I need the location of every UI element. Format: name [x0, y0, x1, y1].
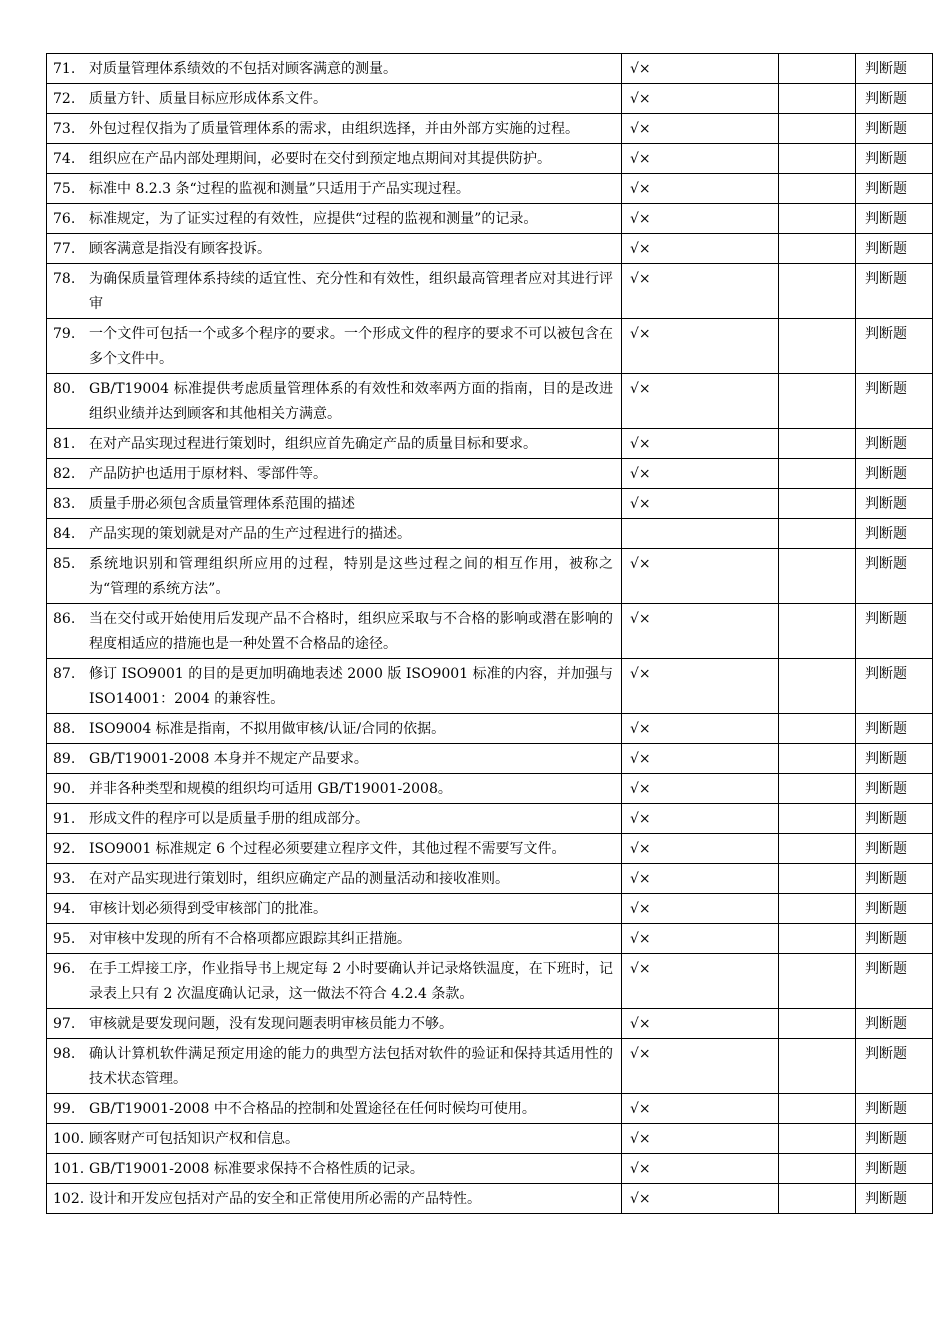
answer-options-cell: √× — [622, 714, 779, 744]
question-cell — [47, 429, 622, 459]
question-type-cell: 判断题 — [856, 894, 933, 924]
table-row — [47, 489, 933, 519]
blank-cell — [779, 834, 856, 864]
blank-cell — [779, 234, 856, 264]
table-row — [47, 144, 933, 174]
table-row — [47, 114, 933, 144]
question-text: 审核就是要发现问题，没有发现问题表明审核员能力不够。 — [89, 1016, 453, 1032]
question-cell — [47, 144, 622, 174]
question-text: 一个文件可包括一个或多个程序的要求。一个形成文件的程序的要求不可以被包含在多个文件中。 — [89, 326, 613, 367]
blank-cell — [779, 114, 856, 144]
table-row — [47, 894, 933, 924]
answer-options-cell: √× — [622, 604, 779, 659]
question-text: 在对产品实现进行策划时，组织应确定产品的测量活动和接收准则。 — [89, 871, 509, 887]
question-text: 修订 ISO9001 的目的是更加明确地表述 2000 版 ISO9001 标准的内容，并加强与 ISO14001：2004 的兼容性。 — [89, 666, 613, 707]
question-cell — [47, 319, 622, 374]
question-cell — [47, 374, 622, 429]
answer-options-cell: √× — [622, 174, 779, 204]
question-text: 标准中 8.2.3 条“过程的监视和测量”只适用于产品实现过程。 — [89, 181, 470, 197]
table-row — [47, 429, 933, 459]
answer-options-cell: √× — [622, 1009, 779, 1039]
table-row — [47, 804, 933, 834]
blank-cell — [779, 744, 856, 774]
blank-cell — [779, 659, 856, 714]
answer-options-cell: √× — [622, 1094, 779, 1124]
question-text: 系统地识别和管理组织所应用的过程，特别是这些过程之间的相互作用，被称之为“管理的系统方法”。 — [89, 556, 613, 597]
question-number: 96. — [53, 961, 76, 977]
table-row — [47, 744, 933, 774]
question-cell — [47, 714, 622, 744]
blank-cell — [779, 1094, 856, 1124]
table-row — [47, 174, 933, 204]
question-type-cell: 判断题 — [856, 1094, 933, 1124]
question-number: 80. — [53, 381, 76, 397]
question-type-cell: 判断题 — [856, 659, 933, 714]
answer-options-cell: √× — [622, 924, 779, 954]
blank-cell — [779, 1124, 856, 1154]
question-type-cell: 判断题 — [856, 264, 933, 319]
question-type-cell: 判断题 — [856, 84, 933, 114]
table-row — [47, 1039, 933, 1094]
question-type-cell: 判断题 — [856, 519, 933, 549]
question-cell — [47, 1009, 622, 1039]
answer-options-cell: √× — [622, 659, 779, 714]
blank-cell — [779, 549, 856, 604]
answer-options-cell: √× — [622, 1154, 779, 1184]
question-type-cell: 判断题 — [856, 714, 933, 744]
question-text: 在对产品实现过程进行策划时，组织应首先确定产品的质量目标和要求。 — [89, 436, 537, 452]
question-text: GB/T19001-2008 中不合格品的控制和处置途径在任何时候均可使用。 — [89, 1101, 536, 1117]
answer-options-cell: √× — [622, 319, 779, 374]
question-cell — [47, 459, 622, 489]
answer-options-cell: √× — [622, 549, 779, 604]
question-type-cell: 判断题 — [856, 374, 933, 429]
question-text: ISO9001 标准规定 6 个过程必须要建立程序文件，其他过程不需要写文件。 — [89, 841, 566, 857]
question-text: 组织应在产品内部处理期间，必要时在交付到预定地点期间对其提供防护。 — [89, 151, 551, 167]
table-row — [47, 1154, 933, 1184]
question-cell — [47, 1154, 622, 1184]
answer-options-cell: √× — [622, 144, 779, 174]
question-type-cell: 判断题 — [856, 1039, 933, 1094]
table-row — [47, 54, 933, 84]
table-row — [47, 1124, 933, 1154]
question-text: 产品实现的策划就是对产品的生产过程进行的描述。 — [89, 526, 411, 542]
question-number: 76. — [53, 211, 76, 227]
blank-cell — [779, 924, 856, 954]
answer-options-cell: √× — [622, 1184, 779, 1214]
answer-options-cell: √× — [622, 114, 779, 144]
blank-cell — [779, 714, 856, 744]
question-cell — [47, 114, 622, 144]
question-cell — [47, 84, 622, 114]
blank-cell — [779, 1009, 856, 1039]
question-cell — [47, 894, 622, 924]
question-cell — [47, 489, 622, 519]
question-text: 审核计划必须得到受审核部门的批准。 — [89, 901, 327, 917]
question-number: 77. — [53, 241, 76, 257]
question-cell — [47, 954, 622, 1009]
question-text: 标准规定，为了证实过程的有效性，应提供“过程的监视和测量”的记录。 — [89, 211, 538, 227]
question-type-cell: 判断题 — [856, 549, 933, 604]
question-number: 81. — [53, 436, 76, 452]
question-number: 94. — [53, 901, 76, 917]
question-number: 92. — [53, 841, 76, 857]
blank-cell — [779, 1184, 856, 1214]
blank-cell — [779, 54, 856, 84]
blank-cell — [779, 319, 856, 374]
table-row — [47, 204, 933, 234]
question-number: 102. — [53, 1191, 85, 1207]
answer-options-cell: √× — [622, 459, 779, 489]
question-number: 82. — [53, 466, 76, 482]
question-text: 设计和开发应包括对产品的安全和正常使用所必需的产品特性。 — [89, 1191, 481, 1207]
question-number: 93. — [53, 871, 76, 887]
table-row — [47, 459, 933, 489]
table-row — [47, 264, 933, 319]
answer-options-cell: √× — [622, 744, 779, 774]
answer-options-cell: √× — [622, 489, 779, 519]
question-number: 95. — [53, 931, 76, 947]
question-text: 顾客财产可包括知识产权和信息。 — [89, 1131, 299, 1147]
question-cell — [47, 1184, 622, 1214]
question-cell — [47, 264, 622, 319]
question-cell — [47, 234, 622, 264]
blank-cell — [779, 954, 856, 1009]
question-number: 74. — [53, 151, 76, 167]
question-number: 87. — [53, 666, 76, 682]
question-text: GB/T19004 标准提供考虑质量管理体系的有效性和效率两方面的指南，目的是改进组织业绩并达到顾客和其他相关方满意。 — [89, 381, 613, 422]
question-cell — [47, 804, 622, 834]
blank-cell — [779, 204, 856, 234]
table-row — [47, 374, 933, 429]
question-cell — [47, 1124, 622, 1154]
blank-cell — [779, 84, 856, 114]
table-row — [47, 1094, 933, 1124]
table-row — [47, 519, 933, 549]
question-number: 79. — [53, 326, 76, 342]
answer-options-cell: √× — [622, 864, 779, 894]
question-number: 83. — [53, 496, 76, 512]
question-text: 顾客满意是指没有顾客投诉。 — [89, 241, 271, 257]
question-number: 97. — [53, 1016, 76, 1032]
question-number: 86. — [53, 611, 76, 627]
question-type-cell: 判断题 — [856, 774, 933, 804]
question-cell — [47, 744, 622, 774]
answer-options-cell: √× — [622, 954, 779, 1009]
blank-cell — [779, 864, 856, 894]
table-row — [47, 659, 933, 714]
question-cell — [47, 174, 622, 204]
question-text: 确认计算机软件满足预定用途的能力的典型方法包括对软件的验证和保持其适用性的技术状态管理。 — [89, 1046, 613, 1087]
question-type-cell: 判断题 — [856, 1184, 933, 1214]
table-row — [47, 319, 933, 374]
answer-options-cell: √× — [622, 204, 779, 234]
question-type-cell: 判断题 — [856, 924, 933, 954]
question-type-cell: 判断题 — [856, 489, 933, 519]
table-row — [47, 864, 933, 894]
question-text: 形成文件的程序可以是质量手册的组成部分。 — [89, 811, 369, 827]
question-type-cell: 判断题 — [856, 204, 933, 234]
answer-options-cell: √× — [622, 834, 779, 864]
question-type-cell: 判断题 — [856, 954, 933, 1009]
table-row — [47, 1009, 933, 1039]
blank-cell — [779, 374, 856, 429]
question-type-cell: 判断题 — [856, 144, 933, 174]
answer-options-cell — [622, 519, 779, 549]
question-type-cell: 判断题 — [856, 864, 933, 894]
question-text: 外包过程仅指为了质量管理体系的需求，由组织选择，并由外部方实施的过程。 — [89, 121, 579, 137]
question-cell — [47, 549, 622, 604]
question-number: 73. — [53, 121, 76, 137]
question-number: 100. — [53, 1131, 85, 1147]
question-cell — [47, 204, 622, 234]
question-number: 72. — [53, 91, 76, 107]
answer-options-cell: √× — [622, 894, 779, 924]
answer-options-cell: √× — [622, 264, 779, 319]
question-type-cell: 判断题 — [856, 174, 933, 204]
question-text: 质量方针、质量目标应形成体系文件。 — [89, 91, 327, 107]
question-cell — [47, 924, 622, 954]
question-text: ISO9004 标准是指南，不拟用做审核/认证/合同的依据。 — [89, 721, 446, 737]
question-cell — [47, 864, 622, 894]
question-text: GB/T19001-2008 标准要求保持不合格性质的记录。 — [89, 1161, 424, 1177]
answer-options-cell: √× — [622, 429, 779, 459]
table-row — [47, 234, 933, 264]
question-number: 89. — [53, 751, 76, 767]
blank-cell — [779, 804, 856, 834]
question-type-cell: 判断题 — [856, 1124, 933, 1154]
question-text: 当在交付或开始使用后发现产品不合格时，组织应采取与不合格的影响或潜在影响的程度相适应的措施也是一种处置不合格品的途径。 — [89, 611, 613, 652]
answer-options-cell: √× — [622, 1039, 779, 1094]
table-row — [47, 834, 933, 864]
question-text: 产品防护也适用于原材料、零部件等。 — [89, 466, 327, 482]
table-row — [47, 954, 933, 1009]
blank-cell — [779, 519, 856, 549]
question-cell — [47, 774, 622, 804]
question-type-cell: 判断题 — [856, 744, 933, 774]
question-text: 为确保质量管理体系持续的适宜性、充分性和有效性，组织最高管理者应对其进行评审 — [89, 271, 613, 312]
question-text: 对审核中发现的所有不合格项都应跟踪其纠正措施。 — [89, 931, 411, 947]
blank-cell — [779, 429, 856, 459]
question-text: GB/T19001-2008 本身并不规定产品要求。 — [89, 751, 368, 767]
question-type-cell: 判断题 — [856, 459, 933, 489]
table-row — [47, 714, 933, 744]
question-number: 88. — [53, 721, 76, 737]
blank-cell — [779, 894, 856, 924]
question-number: 84. — [53, 526, 76, 542]
question-number: 90. — [53, 781, 76, 797]
answer-options-cell: √× — [622, 374, 779, 429]
question-number: 75. — [53, 181, 76, 197]
question-text: 在手工焊接工序，作业指导书上规定每 2 小时要确认并记录烙铁温度，在下班时，记录表上只有 2 次温度确认记录，这一做法不符合 4.2.4 条款。 — [89, 961, 613, 1002]
question-text: 质量手册必须包含质量管理体系范围的描述 — [89, 496, 355, 512]
question-number: 91. — [53, 811, 76, 827]
question-type-cell: 判断题 — [856, 804, 933, 834]
blank-cell — [779, 489, 856, 519]
question-text: 对质量管理体系绩效的不包括对顾客满意的测量。 — [89, 61, 397, 77]
question-cell — [47, 604, 622, 659]
question-text: 并非各种类型和规模的组织均可适用 GB/T19001-2008。 — [89, 781, 452, 797]
table-row — [47, 1184, 933, 1214]
question-cell — [47, 659, 622, 714]
blank-cell — [779, 459, 856, 489]
blank-cell — [779, 1039, 856, 1094]
table-row — [47, 924, 933, 954]
question-number: 71. — [53, 61, 76, 77]
question-cell — [47, 519, 622, 549]
question-type-cell: 判断题 — [856, 604, 933, 659]
question-cell — [47, 1094, 622, 1124]
question-number: 98. — [53, 1046, 76, 1062]
question-cell — [47, 834, 622, 864]
question-type-cell: 判断题 — [856, 319, 933, 374]
question-type-cell: 判断题 — [856, 234, 933, 264]
answer-options-cell: √× — [622, 54, 779, 84]
question-type-cell: 判断题 — [856, 114, 933, 144]
blank-cell — [779, 774, 856, 804]
answer-options-cell: √× — [622, 774, 779, 804]
question-type-cell: 判断题 — [856, 429, 933, 459]
question-number: 78. — [53, 271, 76, 287]
answer-options-cell: √× — [622, 1124, 779, 1154]
question-type-cell: 判断题 — [856, 1009, 933, 1039]
question-cell — [47, 1039, 622, 1094]
blank-cell — [779, 174, 856, 204]
blank-cell — [779, 1154, 856, 1184]
table-row — [47, 84, 933, 114]
blank-cell — [779, 604, 856, 659]
answer-options-cell: √× — [622, 804, 779, 834]
question-type-cell: 判断题 — [856, 54, 933, 84]
table-row — [47, 774, 933, 804]
question-type-cell: 判断题 — [856, 1154, 933, 1184]
answer-options-cell: √× — [622, 234, 779, 264]
question-table — [46, 53, 933, 1214]
question-number: 85. — [53, 556, 76, 572]
question-type-cell: 判断题 — [856, 834, 933, 864]
table-row — [47, 549, 933, 604]
blank-cell — [779, 144, 856, 174]
answer-options-cell: √× — [622, 84, 779, 114]
question-table-body — [47, 54, 933, 1214]
question-cell — [47, 54, 622, 84]
question-number: 99. — [53, 1101, 76, 1117]
blank-cell — [779, 264, 856, 319]
question-number: 101. — [53, 1161, 85, 1177]
table-row — [47, 604, 933, 659]
